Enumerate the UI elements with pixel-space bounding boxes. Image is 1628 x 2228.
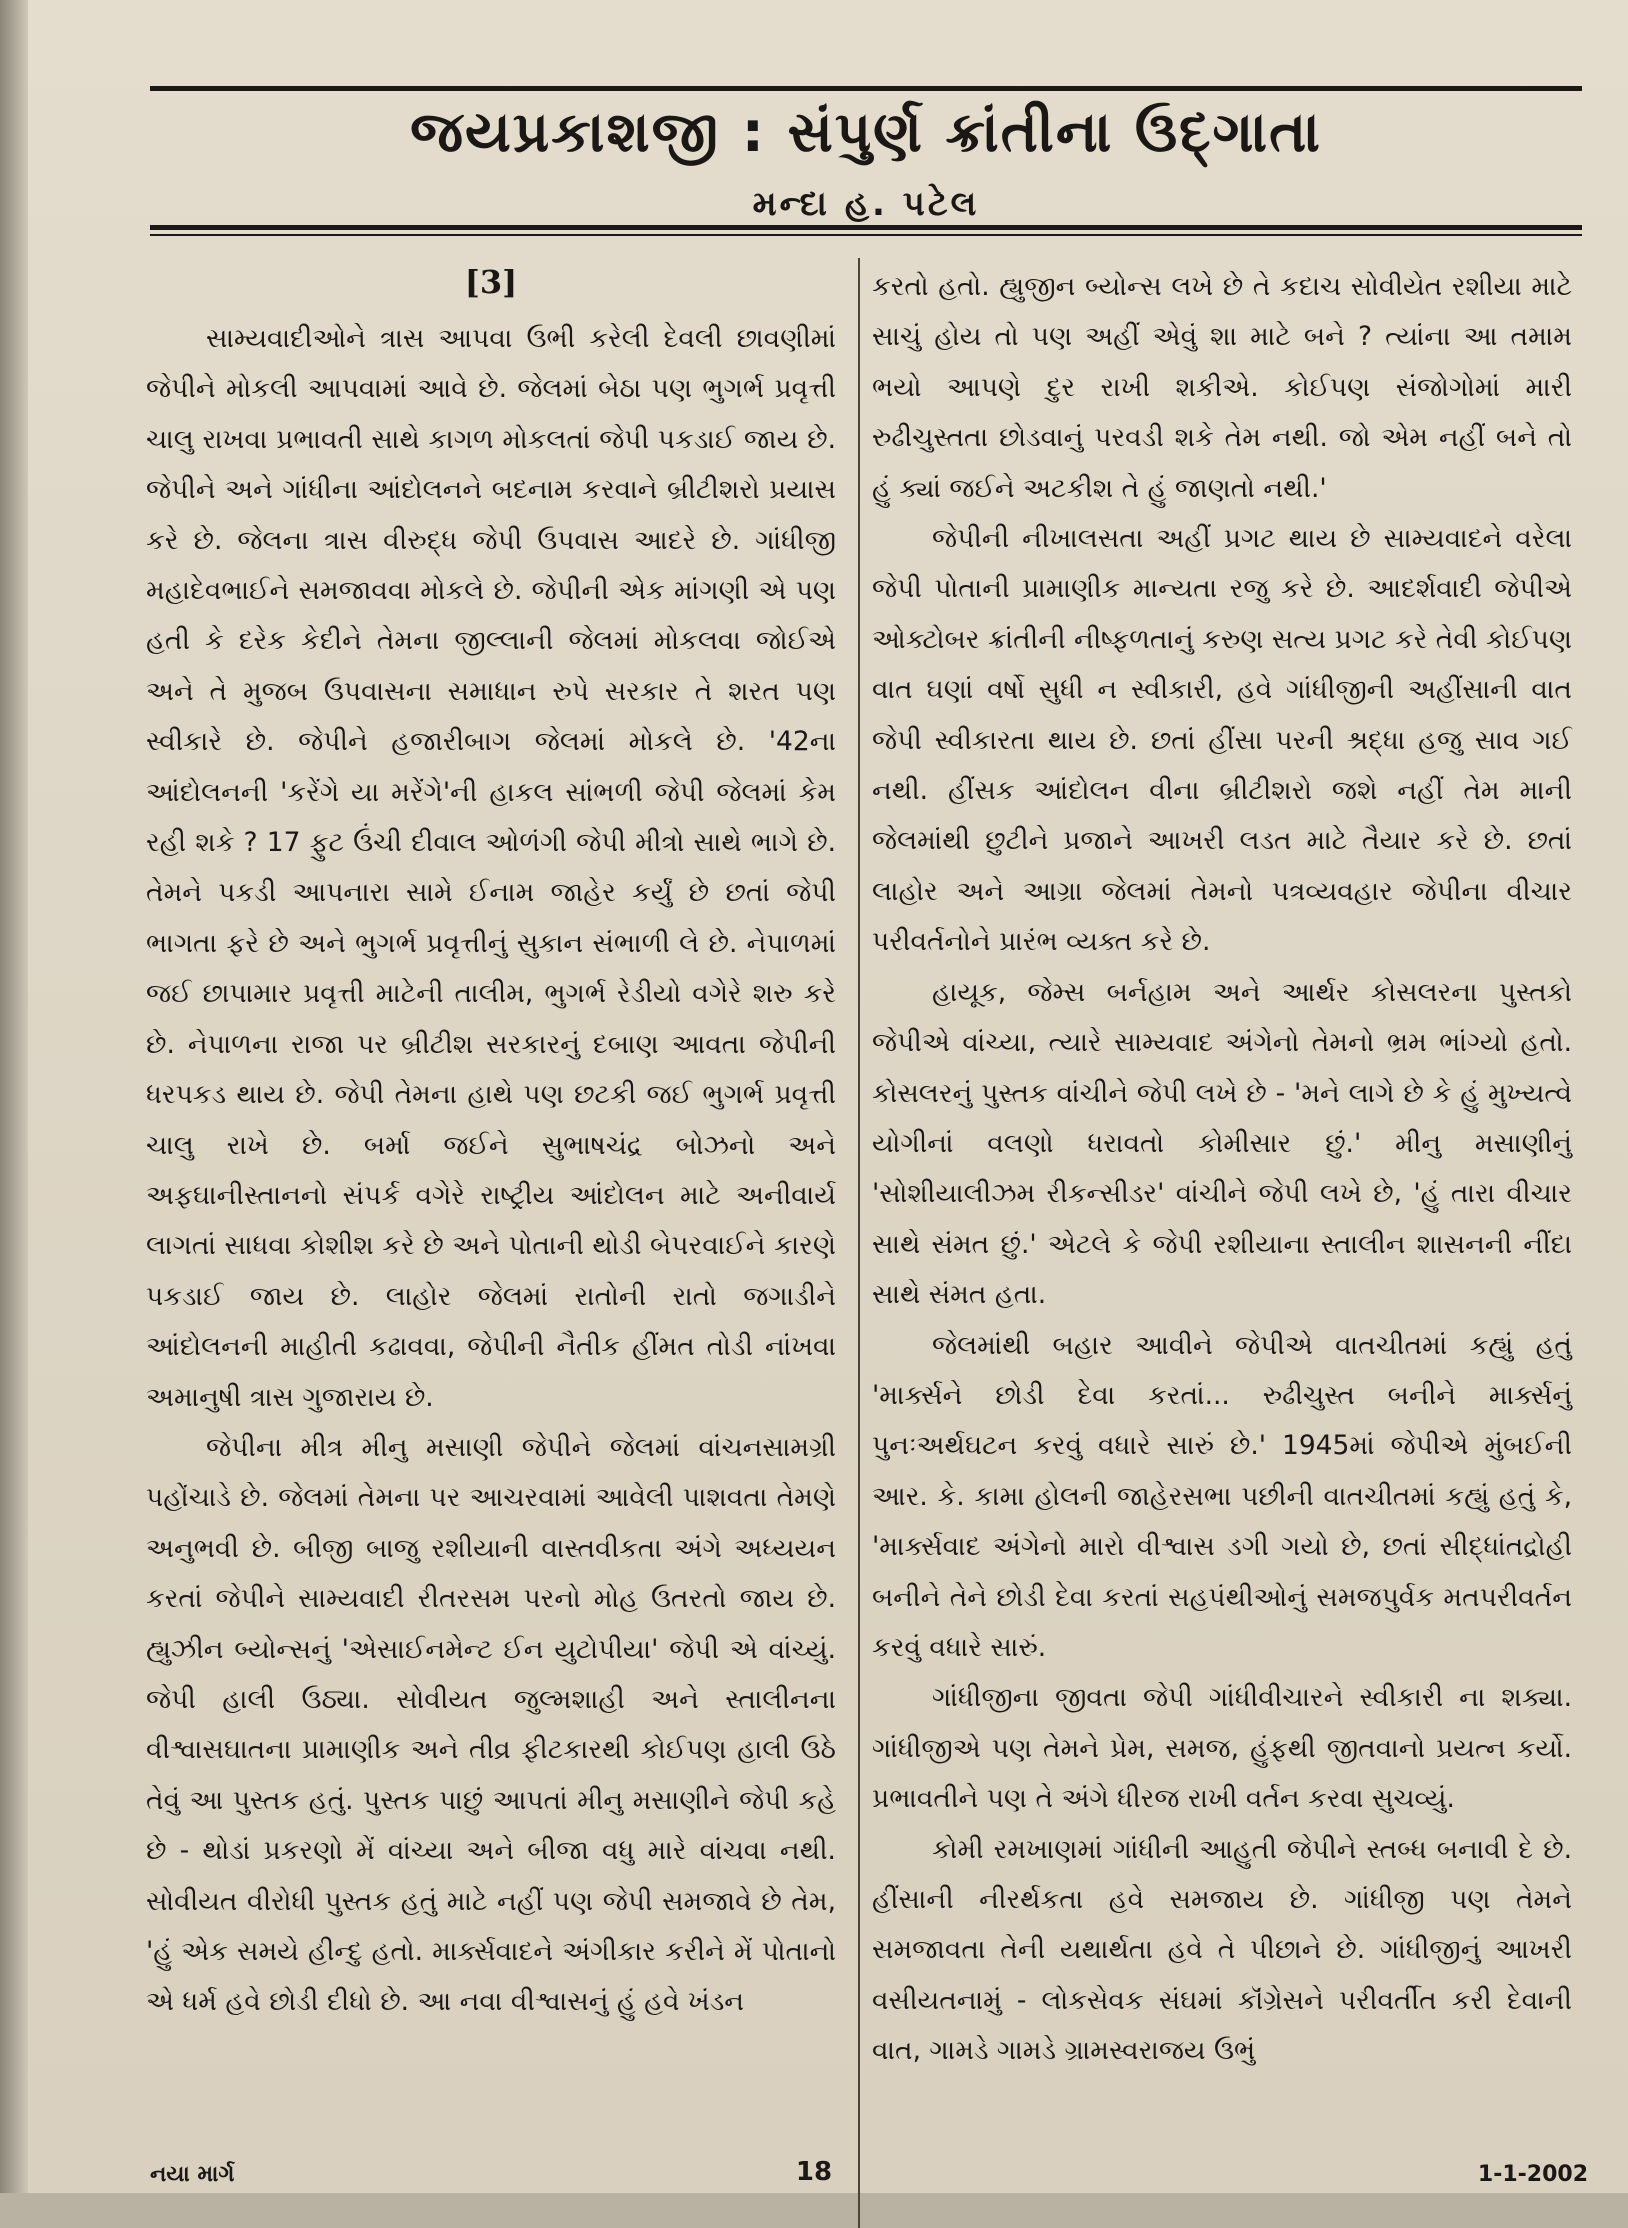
scan-edge-shadow — [0, 0, 28, 2193]
footer-date: 1-1-2002 — [1477, 2162, 1588, 2187]
footer-magazine-name: નયા માર્ગ — [150, 2162, 235, 2187]
left-column — [146, 262, 836, 2028]
paragraph: સામ્યવાદીઓને ત્રાસ આપવા ઉભી કરેલી દેવલી છાવણીમાં જેપીને મોકલી આપવામાં આવે છે. જેલમાં બેઠા પણ ભુગર્ભ પ્રવૃત્તી ચાલુ રાખવા પ્રભાવતી સાથે કાગળ મોકલતાં જેપી પકડાઈ જાય છે. જેપીને અને ગાંધીના આંદોલનને બદનામ કરવાને બ્રીટીશરો પ્રયાસ કરે છે. જેલના ત્રાસ વીરુદ્ધ જેપી ઉપવાસ આદરે છે. ગાંધીજી મહાદેવભાઈને સમજાવવા મોકલે છે. જેપીની એક માંગણી એ પણ હતી કે દરેક કેદીને તેમના જીલ્લાની જેલમાં મોકલવા જોઈએ અને તે મુજબ ઉપવાસના સમાધાન રુપે સરકાર તે શરત પણ સ્વીકારે છે. જેપીને હજારીબાગ જેલમાં મોકલે છે. '42ના આંદોલનની 'કરેંગે યા મરેંગે'ની હાકલ સાંભળી જેપી જેલમાં કેમ રહી શકે ? 17 ફુટ ઉંચી દીવાલ ઓળંગી જેપી મીત્રો સાથે ભાગે છે. તેમને પકડી આપનારા સામે ઈનામ જાહેર કર્યું છે છતાં જેપી ભાગતા ફરે છે અને ભુગર્ભ પ્રવૃત્તીનું સુકાન સંભાળી લે છે. નેપાળમાં જઈ છાપામાર પ્રવૃત્તી માટેની તાલીમ, ભુગર્ભ રેડીયો વગેરે શરુ કરે છે. નેપાળના રાજા પર બ્રીટીશ સરકારનું દબાણ આવતા જેપીની ધરપકડ થાય છે. જેપી તેમના હાથે પણ છટકી જઈ ભુગર્ભ પ્રવૃત્તી ચાલુ રાખે છે. બર્મા જઈને સુભાષચંદ્ર બોઝનો અને અફઘાનીસ્તાનનો સંપર્ક વગેરે રાષ્ટ્રીય આંદોલન માટે અનીવાર્ય લાગતાં સાધવા કોશીશ કરે છે અને પોતાની થોડી બેપરવાઈને કારણે પકડાઈ જાય છે. લાહોર જેલમાં રાતોની રાતો જગાડીને આંદોલનની માહીતી કઢાવવા, જેપીની નૈતીક હીંમત તોડી નાંખવા અમાનુષી ત્રાસ ગુજારાય છે. — [146, 323, 836, 1413]
footer-page-number: 18 — [795, 2157, 833, 2187]
paragraph: જેપીની નીખાલસતા અહીં પ્રગટ થાય છે સામ્યવાદને વરેલા જેપી પોતાની પ્રામાણીક માન્યતા રજુ કરે છે. આદર્શવાદી જેપીએ ઓક્ટોબર ક્રાંતીની નીષ્ફળતાનું કરુણ સત્ય પ્રગટ કરે તેવી કોઈપણ વાત ઘણાં વર્ષો સુધી ન સ્વીકારી, હવે ગાંધીજીની અહીંસાની વાત જેપી સ્વીકારતા થાય છે. છતાં હીંસા પરની શ્રદ્ધા હજુ સાવ ગઈ નથી. હીંસક આંદોલન વીના બ્રીટીશરો જશે નહીં તેમ માની જેલમાંથી છુટીને પ્રજાને આખરી લડત માટે તૈયાર કરે છે. છતાં લાહોર અને આગ્રા જેલમાં તેમનો પત્રવ્યવહાર જેપીના વીચાર પરીવર્તનોને પ્રારંભ વ્યક્ત કરે છે. — [872, 523, 1572, 958]
paragraph: જેલમાંથી બહાર આવીને જેપીએ વાતચીતમાં કહ્યું હતું 'માર્ક્સને છોડી દેવા કરતાં... રુઢીચુસ્ત બનીને માર્ક્સનું પુનઃઅર્થઘટન કરવું વધારે સારું છે.' 1945માં જેપીએ મુંબઈની આર. કે. કામા હોલની જાહેરસભા પછીની વાતચીતમાં કહ્યું હતું કે, 'માર્ક્સવાદ અંગેનો મારો વીશ્વાસ ડગી ગયો છે, છતાં સીદ્ધાંતદ્રોહી બનીને તેને છોડી દેવા કરતાં સહપંથીઓનું સમજપુર્વક મતપરીવર્તન કરવું વધારે સારું. — [872, 1329, 1572, 1663]
header-rule-top — [150, 86, 1582, 91]
paragraph: ગાંધીજીના જીવતા જેપી ગાંધીવીચારને સ્વીકારી ના શક્યા. ગાંધીજીએ પણ તેમને પ્રેમ, સમજ, હુંફથી જીતવાનો પ્રયત્ન કર્યો. પ્રભાવતીને પણ તે અંગે ધીરજ રાખી વર્તન કરવા સુચવ્યું. — [872, 1682, 1572, 1815]
paragraph: જેપીના મીત્ર મીનુ મસાણી જેપીને જેલમાં વાંચનસામગ્રી પહોંચાડે છે. જેલમાં તેમના પર આચરવામાં આવેલી પાશવતા તેમણે અનુભવી છે. બીજી બાજુ રશીયાની વાસ્તવીકતા અંગે અધ્યયન કરતાં જેપીને સામ્યવાદી રીતરસમ પરનો મોહ ઉતરતો જાય છે. હ્યુઝીન બ્યોન્સનું 'એસાઈનમેન્ટ ઈન યુટોપીયા' જેપી એ વાંચ્યું. જેપી હાલી ઉઠ્યા. સોવીયત જુલ્મશાહી અને સ્તાલીનના વીશ્વાસઘાતના પ્રામાણીક અને તીવ્ર ફીટકારથી કોઈપણ હાલી ઉઠે તેવું આ પુસ્તક હતું. પુસ્તક પાછું આપતાં મીનુ મસાણીને જેપી કહે છે - થોડાં પ્રકરણો મેં વાંચ્યા અને બીજા વધુ મારે વાંચવા નથી. સોવીયત વીરોધી પુસ્તક હતું માટે નહીં પણ જેપી સમજાવે છે તેમ, 'હું એક સમયે હીન્દુ હતો. માર્ક્સવાદને અંગીકાર કરીને મેં પોતાનો એ ધર્મ હવે છોડી દીધો છે. આ નવા વીશ્વાસનું હું હવે ખંડન — [146, 1431, 836, 2018]
paragraph-continued: કરતો હતો. હ્યુજીન બ્યોન્સ લખે છે તે કદાચ સોવીયેત રશીયા માટે સાચું હોય તો પણ અહીં એવું શા માટે બને ? ત્યાંના આ તમામ ભયો આપણે દુર રાખી શકીએ. કોઈપણ સંજોગોમાં મારી રુઢીચુસ્તતા છોડવાનું પરવડી શકે તેમ નથી. જો એમ નહીં બને તો હું ક્યાં જઈને અટકીશ તે હું જાણતો નથી.' — [872, 271, 1572, 504]
paragraph: હાયૂક, જેમ્સ બર્નહામ અને આર્થર કોસલરના પુસ્તકો જેપીએ વાંચ્યા, ત્યારે સામ્યવાદ અંગેનો તેમનો ભ્રમ ભાંગ્યો હતો. કોસલરનું પુસ્તક વાંચીને જેપી લખે છે - 'મને લાગે છે કે હું મુખ્યત્વે યોગીનાં વલણો ધરાવતો કોમીસાર છું.' મીનુ મસાણીનું 'સોશીયાલીઝમ રીકન્સીડર' વાંચીને જેપી લખે છે, 'હું તારા વીચાર સાથે સંમત છું.' એટલે કે જેપી રશીયાના સ્તાલીન શાસનની નીંદા સાથે સંમત હતા. — [872, 976, 1572, 1311]
right-column — [872, 262, 1572, 2077]
header-rule-bottom-thin — [150, 234, 1582, 236]
section-number: [3] — [464, 263, 518, 301]
header-rule-bottom-thick — [150, 225, 1582, 230]
article-title: જયપ્રકાશજી : સંપુર્ણ ક્રાંતીના ઉદ્‌ગાતા — [410, 100, 1322, 165]
column-divider — [858, 258, 860, 2228]
paragraph: કોમી રમખાણમાં ગાંધીની આહુતી જેપીને સ્તબ્ધ બનાવી દે છે. હીંસાની નીરર્થકતા હવે સમજાય છે. ગાંધીજી પણ તેમને સમજાવતા તેની યથાર્થતા હવે તે પીછાને છે. ગાંધીજીનું આખરી વસીયતનામું - લોકસેવક સંઘમાં કૉંગ્રેસને પરીવર્તીત કરી દેવાની વાત, ગામડે ગામડે ગ્રામસ્વરાજય ઉભું — [872, 1833, 1572, 2067]
article-author: મન્દા હ. પટેલ — [752, 184, 980, 224]
